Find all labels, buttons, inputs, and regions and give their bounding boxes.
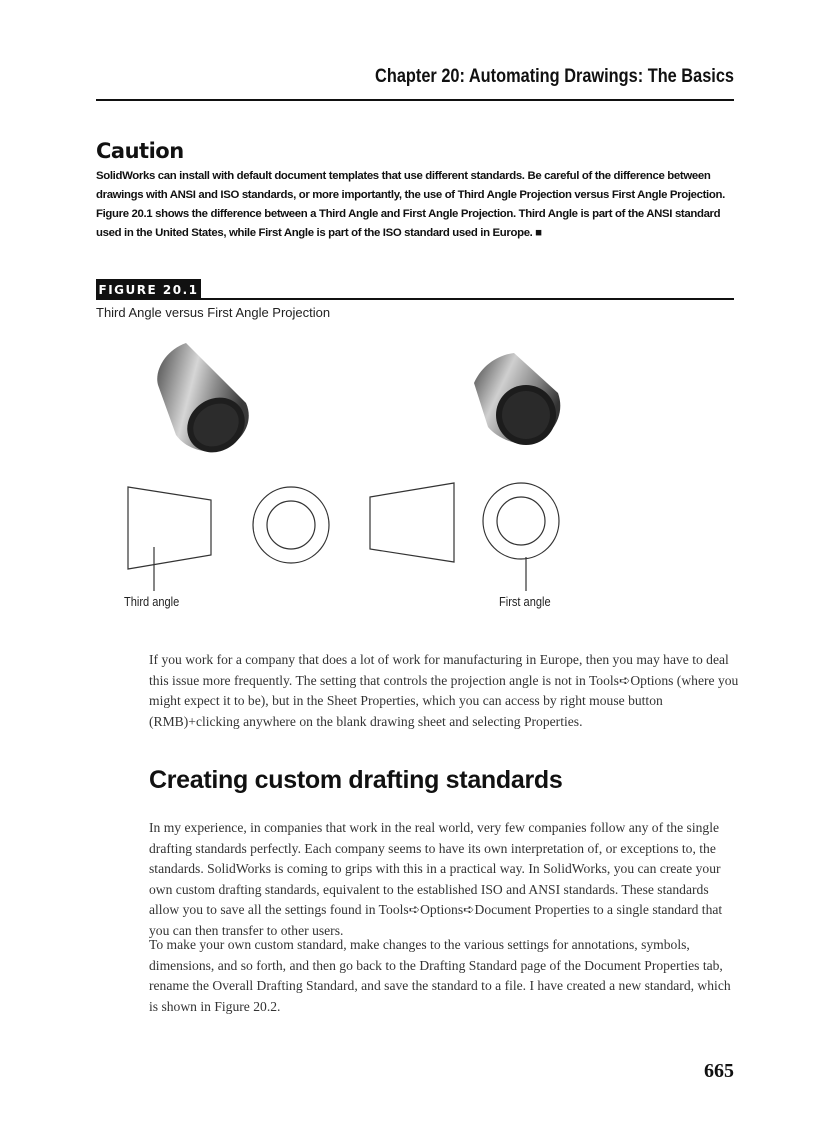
projection-figure [96,325,656,625]
body-paragraph-1: If you work for a company that does a lot of work for manufacturing in Europe, then you may have to deal this issue more frequently. The setting that controls the projection angle is not in Tools➪Options (where you might expect it to be), but in the Sheet Properties, which you can access by right mouse button (RMB)+clicking anywhere on the blank drawing sheet and selecting Properties. [149,652,739,729]
section-heading: Creating custom drafting standards [149,766,563,794]
chapter-header: Chapter 20: Automating Drawings: The Basics [375,66,734,87]
first-angle-side-view [483,483,559,591]
body-paragraph-3: To make your own custom standard, make changes to the various settings for annotations, symbols, dimensions, and so forth, and then go back to the Drafting Standard page of the Document Properties tab, rename the Overall Drafting Standard, and save the standard to a file. I have created a new standard, which is shown in Figure 20.2. [149,937,731,1014]
third-angle-front-view [128,487,211,591]
first-angle-front-view [370,483,454,562]
first-angle-cone-3d [474,353,560,445]
third-angle-label: Third angle [124,594,180,609]
figure-label: FIGURE 20.1 [96,279,201,300]
header-rule [96,99,734,101]
caution-body: SolidWorks can install with default document templates that use different standards. Be careful of the difference between drawings with ANSI and ISO standards, or more importantly, the use of Third Angle Projection versus First Angle Projection. Figure 20.1 shows the difference between a Third Angle and First Angle Projection. Third Angle is part of the ANSI standard used in the United States, while First Angle is part of the ISO standard used in Europe. ■ [96,170,725,239]
page-number: 665 [704,1060,734,1082]
third-angle-cone-3d [157,343,255,464]
caution-title: Caution [96,139,184,163]
first-angle-label: First angle [499,594,551,609]
body-paragraph-2: In my experience, in companies that work in the real world, very few companies follow any of the single drafting standards perfectly. Each company seems to have its own interpretation of, or exceptions to, the standards. SolidWorks is coming to grips with this in a practical way. In SolidWorks, you can create your own custom drafting standards, equivalent to the established ISO and ANSI standards. These standards allow you to save all the settings found in Tools➪Options➪Document Properties to a single standard that you can then transfer to other users. [149,820,723,938]
third-angle-side-view [253,487,329,563]
figure-caption: Third Angle versus First Angle Projection [96,305,331,320]
